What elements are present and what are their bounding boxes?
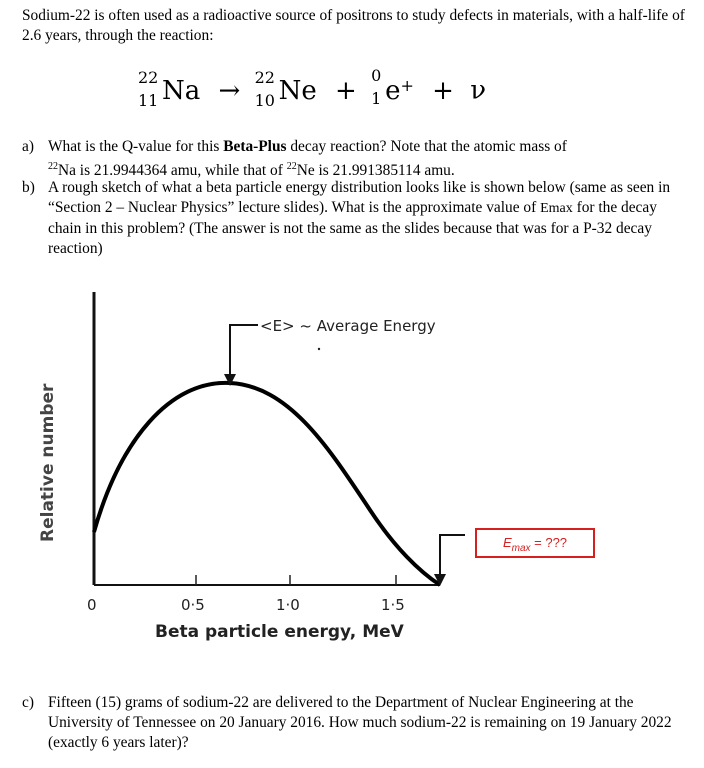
emax-subscript: max <box>511 542 531 554</box>
question-b-text: A rough sketch of what a beta particle energy distribution looks like is shown below (same as seen in “Section 2 – Nuclear Physics” lecture slides). What is the approximate value of <box>48 179 671 216</box>
question-a-text: What is the Q-value for this <box>48 138 224 155</box>
question-a-na-text: Na is 21.9944364 amu, while that of <box>58 162 287 180</box>
positron-charge-number: 1 <box>371 89 382 108</box>
plus-sign-2: + <box>432 75 454 106</box>
positron-mass-number: 0 <box>371 66 382 85</box>
x-tick-label-0-5: 0·5 <box>181 596 205 614</box>
question-c-text: Fifteen (15) grams of sodium-22 are delivered to the Department of Nuclear Engineering at the University of Tennessee on 20 January 2016. How much sodium-22 is remaining on 19 January 2022 (exactly 6 years later)? <box>48 694 672 751</box>
question-a-bold: Beta-Plus <box>223 138 287 155</box>
question-b-label: b) <box>22 179 35 196</box>
sodium-symbol: Na <box>162 75 201 106</box>
emax-annotation-box <box>475 528 595 558</box>
question-a-ne-text: Ne is 21.991385114 amu. <box>296 162 455 180</box>
question-b-emax: Emax <box>540 201 573 216</box>
question-a-label: a) <box>22 138 34 155</box>
reaction-arrow: → <box>218 75 241 106</box>
question-a-text-mid: decay reaction? Note that the atomic mass of <box>286 138 567 155</box>
question-c-label: c) <box>22 694 34 711</box>
sodium-mass-number: 22 <box>138 67 159 87</box>
x-tick-label-1-0: 1·0 <box>276 596 300 614</box>
neon-atomic-number: 10 <box>254 90 275 110</box>
na-mass-superscript: 22 <box>48 161 58 172</box>
average-energy-annotation: <E> ~ Average Energy <box>260 317 436 335</box>
x-tick-label-1-5: 1·5 <box>381 596 405 614</box>
neon-mass-number: 22 <box>254 67 275 87</box>
question-c <box>22 693 682 753</box>
question-b-text-end: for the decay chain in this problem? (The answer is not the same as the slides because that was for a P-32 decay reaction) <box>48 199 657 257</box>
y-axis-label: Relative number <box>38 383 58 542</box>
positron-symbol: e <box>385 75 401 106</box>
neutrino-symbol: ν <box>470 75 486 106</box>
x-axis-label: Beta particle energy, MeV <box>155 622 404 642</box>
stray-dot <box>318 348 320 350</box>
ne-mass-superscript: 22 <box>286 161 297 172</box>
x-tick-label-0: 0 <box>87 596 97 614</box>
plus-sign: + <box>335 75 357 106</box>
emax-value: = ??? <box>530 535 568 550</box>
positron-charge: + <box>400 76 414 95</box>
emax-e: E <box>502 535 512 550</box>
intro-paragraph: Sodium-22 is often used as a radioactive source of positrons to study defects in materials, with a half-life of 2.6 years, through the reaction: <box>22 7 685 44</box>
energy-distribution-curve <box>94 383 440 585</box>
neon-symbol: Ne <box>278 75 317 106</box>
sodium-atomic-number: 11 <box>138 90 159 110</box>
